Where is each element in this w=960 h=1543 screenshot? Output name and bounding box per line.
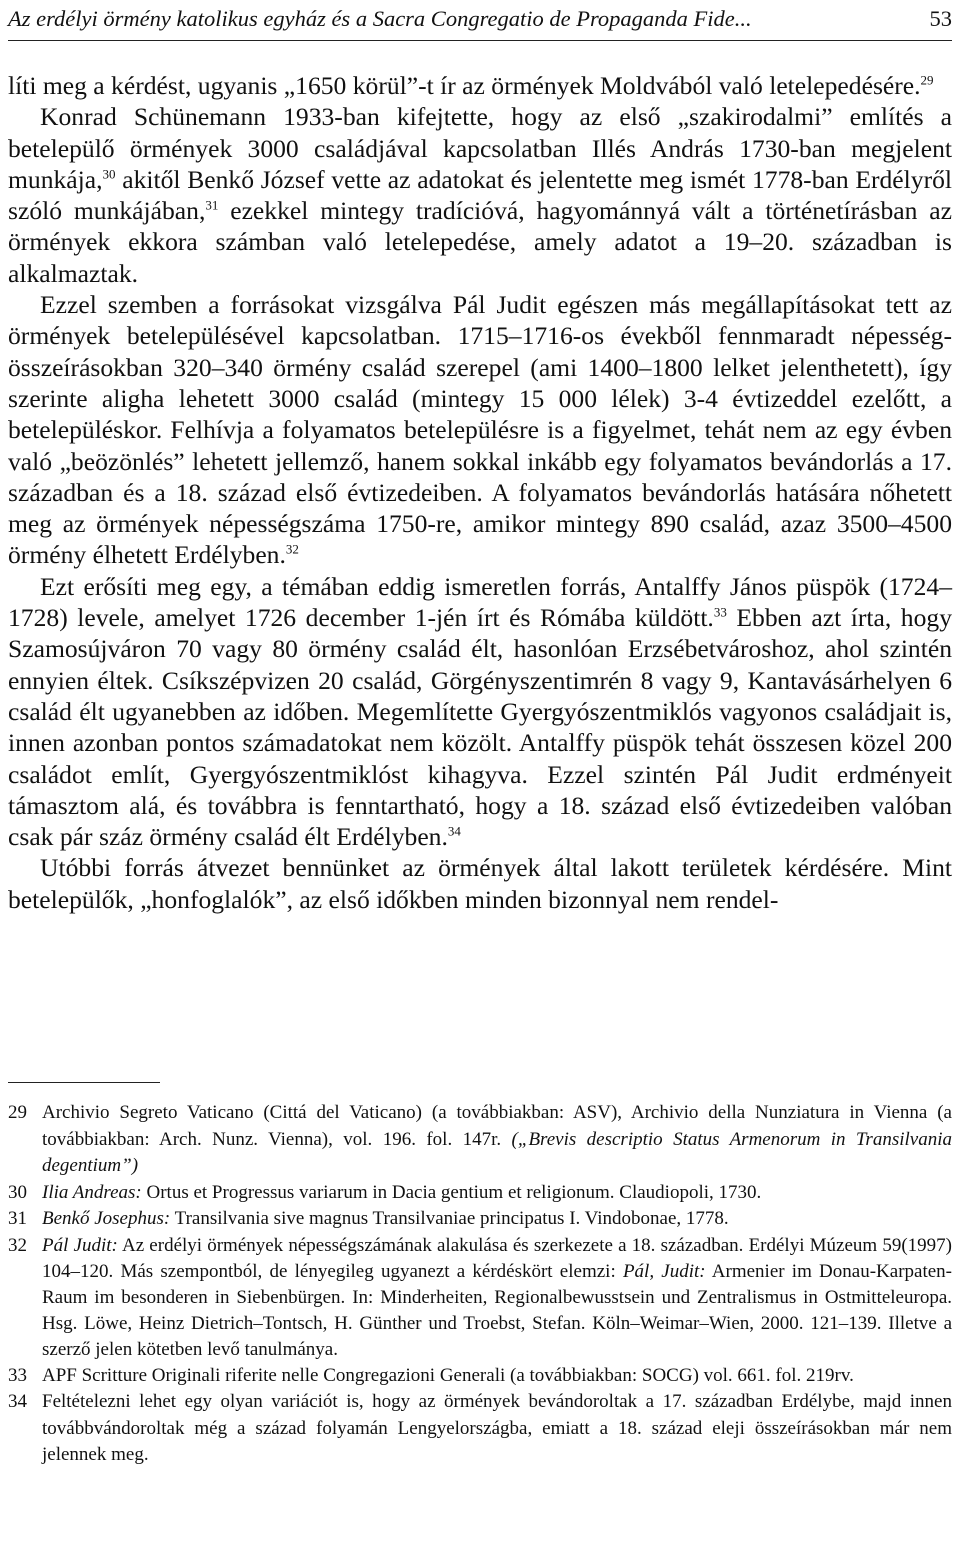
page-number: 53 [929, 6, 952, 31]
footnote-number: 34 [8, 1391, 27, 1413]
footnote-text: Ortus et Progressus variarum in Dacia gentium et religionum. Claudiopoli, 1730. [141, 1181, 762, 1203]
footnote-author: Benkő Josephus: [42, 1208, 171, 1230]
paragraph-3 [8, 289, 952, 571]
footnote-number: 33 [8, 1364, 27, 1386]
body-text [8, 70, 952, 915]
footnote-ref-29[interactable]: 29 [920, 72, 934, 88]
footnote-text: Transilvania sive magnus Transilvaniae principatus I. Vindobonae, 1778. [170, 1208, 729, 1230]
paragraph-2-text-c: ezekkel mintegy tradícióvá, hagyománnyá vált a történetírásban az örmények ekkora számban való letelepedése, amely adatot a 19–20. században is alkalmaztak. [8, 196, 952, 288]
footnote-number: 30 [8, 1181, 27, 1203]
footnote-34 [8, 1389, 952, 1469]
footnote-text: Az erdélyi örmények népességszámának alakulása és szerkezete a 18. században. Erdélyi Múzeum 59(1997) 104–120. Más szempontból, de lényegileg ugyanezt a kérdéskört elemzi: [42, 1234, 953, 1282]
footnote-text: Archivio Segreto Vaticano (Cittá del Vaticano) (a továbbiakban: ASV), Archivio della Nunziatura in Vienna (a továbbiakban: Arch. Nunz. Vienna), vol. 196. fol. 147r. [42, 1102, 952, 1150]
paragraph-2 [8, 101, 952, 289]
paragraph-2-text-b: akitől Benkő József vette az adatokat és jelentette meg ismét 1778-ban Erdélyről szóló munkájában, [8, 164, 952, 226]
paragraph-3-text: Ezzel szemben a forrásokat vizsgálva Pál Judit egészen más megállapításokat tett az örmények betelepülésével kapcsolatban. 1715–1716-os évekből fennmaradt népesség-összeírásokban 320–340 örmény család szerepel (ami 1400–1800 lelket jelenthetett), így szerinte aligha lehetett 3000 család (mintegy 15 000 lélek) 3-4 évtizeddel ezelőtt, a betelepüléskor. Felhívja a folyamatos betelepülésre is a figyelmet, tehát nem az egy évben való „beözönlés” lehetett jellemző, hanem sokkal inkább egy folyamatos bevándorlás a 17. században és a 18. század első évtizedeiben. A folyamatos bevándorlás hatására nőhetett meg az örmények népességszáma 1750-re, amikor mintegy 890 család, azaz 3500–4500 örmény élhetett Erdélyben. [8, 290, 952, 570]
paragraph-4 [8, 571, 952, 853]
footnote-ref-33[interactable]: 33 [713, 604, 727, 620]
footnote-number: 29 [8, 1102, 27, 1123]
footnote-author: Pál Judit: [42, 1234, 118, 1256]
paragraph-2-text-a: Konrad Schünemann 1933-ban kifejtette, hogy az első „szakirodalmi” említés a betelepülő örmények 3000 családjával kapcsolatban Illés András 1730-ban megjelent munkája, [8, 102, 952, 194]
footnote-33 [8, 1363, 952, 1390]
footnote-ref-30[interactable]: 30 [102, 166, 116, 182]
paragraph-5 [8, 852, 952, 915]
footnote-32 [8, 1233, 952, 1363]
paragraph-5-text: Utóbbi forrás átvezet bennünket az örmények által lakott területek kérdésére. Mint betelepülők, „honfoglalók”, az első időkben minden bizonnyal nem rendel- [8, 853, 952, 914]
running-header [8, 0, 952, 41]
footnote-ref-31[interactable]: 31 [205, 197, 219, 213]
footnote-ref-32[interactable]: 32 [285, 541, 299, 557]
running-title: Az erdélyi örmény katolikus egyház és a Sacra Congregatio de Propaganda Fide... [8, 6, 752, 31]
footnote-31 [8, 1206, 952, 1233]
footnote-text: APF Scritture Originali riferite nelle Congregazioni Generali (a továbbiakban: SOCG) vol. 661. fol. 219rv. [42, 1364, 854, 1386]
paragraph-4-text-b: Ebben azt írta, hogy Szamosújváron 70 vagy 80 örmény család élt, hasonlóan Erzsébetvároshoz, ahol szintén ennyien éltek. Csíkszépvizen 20 család, Görgényszentimrén 8 vagy 9, Kantavásárhelyen 6 család élt ugyanebben az időben. Megemlítette Gyergyószentmiklós vagyonos családjait is, innen azonban pontos számadatokat nem közölt. Antalffy püspök tehát összesen közel 200 családot említ, Gyergyószentmiklóst kihagyva. Ezzel szintén Pál Judit erdményeit támasztom alá, és továbbra is fenntartható, hogy a 18. század első évtizedeiben valóban csak pár száz örmény család élt Erdélyben. [8, 603, 952, 852]
footnote-number: 31 [8, 1208, 27, 1230]
footnote-author-2: Pál, Judit: [622, 1260, 706, 1282]
footnote-author: Ilia Andreas: [42, 1181, 142, 1203]
footnote-number: 32 [8, 1234, 27, 1256]
paragraph-1-text: líti meg a kérdést, ugyanis „1650 körül”-t ír az örmények Moldvából való letelepedésére. [8, 71, 921, 100]
footnote-italic-title: („Brevis descriptio Status Armenorum in Transilvania degentium”) [42, 1128, 952, 1177]
footnote-separator [8, 1082, 160, 1083]
paragraph-4-text-a: Ezt erősíti meg egy, a témában eddig ismeretlen forrás, Antalffy János püspök (1724–1728) levele, amelyet 1726 december 1-jén írt és Rómába küldött. [8, 571, 952, 633]
footnotes [8, 1100, 952, 1469]
paragraph-1 [8, 70, 952, 101]
footnote-30 [8, 1180, 952, 1207]
footnote-ref-34[interactable]: 34 [447, 823, 461, 839]
footnote-29 [8, 1100, 952, 1180]
footnote-text: Feltételezni lehet egy olyan variációt is, hogy az örmények bevándoroltak a 17. században Erdélybe, majd innen továbbvándoroltak még a század folyamán Lengyelországba, emiatt a 18. század eleji összeírásokban már nem jelennek meg. [42, 1391, 952, 1466]
footnote-text-2: Armenier im Donau-Karpaten-Raum im besonderen in Siebenbürgen. In: Minderheiten, Regionalbewusstsein und Zentralismus in Ostmitteleuropa. Hsg. Löwe, Heinz Dietrich–Tontsch, H. Günther und Troebst, Stefan. Köln–Weimar–Wien, 2000. 121–139. Illetve a szerző jelen kötetben levő tanulmánya. [42, 1260, 952, 1360]
